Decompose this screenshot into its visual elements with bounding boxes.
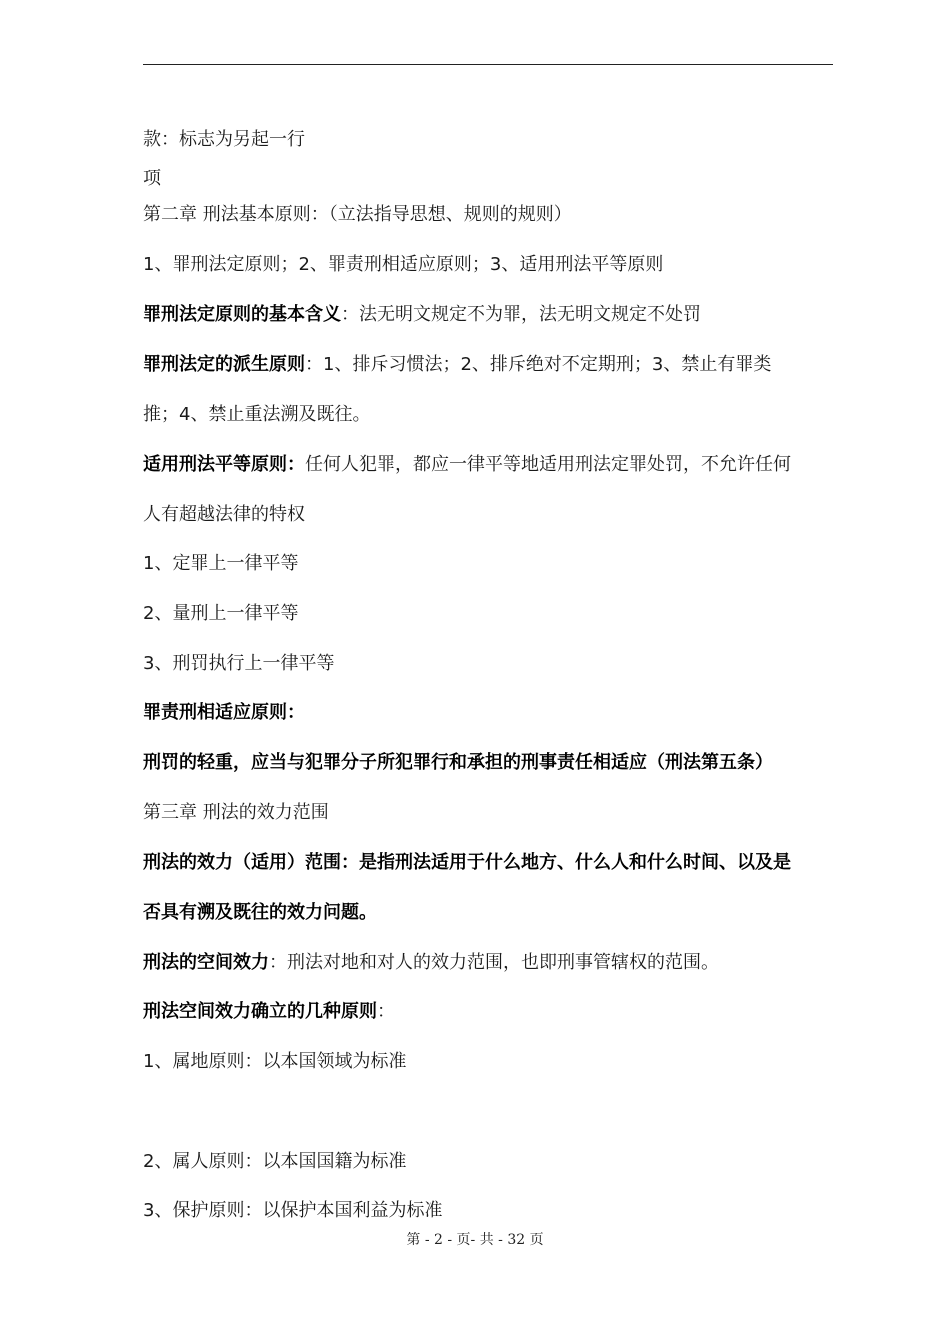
page-footer: 第 - 2 - 页- 共 - 32 页 — [406, 1232, 544, 1248]
text-line-1: 款：标志为另起一行 — [143, 129, 305, 150]
protective-principle: 3、保护原则：以保护本国利益为标准 — [143, 1200, 443, 1221]
text-line-2: 项 — [143, 168, 161, 189]
spatial-principles-heading — [143, 1000, 838, 1024]
spatial-principles-term: 刑法空间效力确立的几种原则 — [143, 1001, 377, 1022]
derived-principles-cont: 推；4、禁止重法溯及既往。 — [143, 404, 371, 425]
equality-principle-term: 适用刑法平等原则： — [143, 454, 305, 475]
equality-item-1: 1、定罪上一律平等 — [143, 553, 299, 574]
proportionality-heading: 罪责刑相适应原则： — [143, 702, 305, 723]
equality-principle — [143, 453, 838, 477]
chapter-3-heading: 第三章 刑法的效力范围 — [143, 802, 329, 823]
spatial-principles-colon: ： — [377, 1001, 395, 1022]
proportionality-text: 刑罚的轻重，应当与犯罪分子所犯罪行和承担的刑事责任相适应（刑法第五条） — [143, 752, 773, 773]
header-rule — [143, 64, 833, 65]
territorial-principle: 1、属地原则：以本国领域为标准 — [143, 1051, 407, 1072]
equality-item-3: 3、刑罚执行上一律平等 — [143, 653, 335, 674]
derived-principles-term: 罪刑法定的派生原则 — [143, 354, 305, 375]
derived-principles — [143, 353, 838, 377]
spatial-effect-text: ：刑法对地和对人的效力范围，也即刑事管辖权的范围。 — [269, 952, 719, 973]
equality-principle-text: 任何人犯罪，都应一律平等地适用刑法定罪处罚，不允许任何 — [305, 454, 791, 475]
equality-principle-cont: 人有超越法律的特权 — [143, 504, 305, 525]
personal-principle: 2、属人原则：以本国国籍为标准 — [143, 1151, 407, 1172]
legality-meaning — [143, 303, 838, 327]
spatial-effect-term: 刑法的空间效力 — [143, 952, 269, 973]
legality-meaning-term: 罪刑法定原则的基本含义 — [143, 304, 341, 325]
scope-definition: 刑法的效力（适用）范围：是指刑法适用于什么地方、什么人和什么时间、以及是 — [143, 852, 791, 873]
derived-principles-text: ：1、排斥习惯法；2、排斥绝对不定期刑；3、禁止有罪类 — [305, 354, 772, 375]
principle-list: 1、罪刑法定原则；2、罪责刑相适应原则；3、适用刑法平等原则 — [143, 254, 664, 275]
chapter-2-heading: 第二章 刑法基本原则：（立法指导思想、规则的规则） — [143, 204, 572, 225]
scope-definition-cont: 否具有溯及既往的效力问题。 — [143, 902, 377, 923]
legality-meaning-text: ：法无明文规定不为罪，法无明文规定不处罚 — [341, 304, 701, 325]
equality-item-2: 2、量刑上一律平等 — [143, 603, 299, 624]
spatial-effect — [143, 951, 838, 975]
